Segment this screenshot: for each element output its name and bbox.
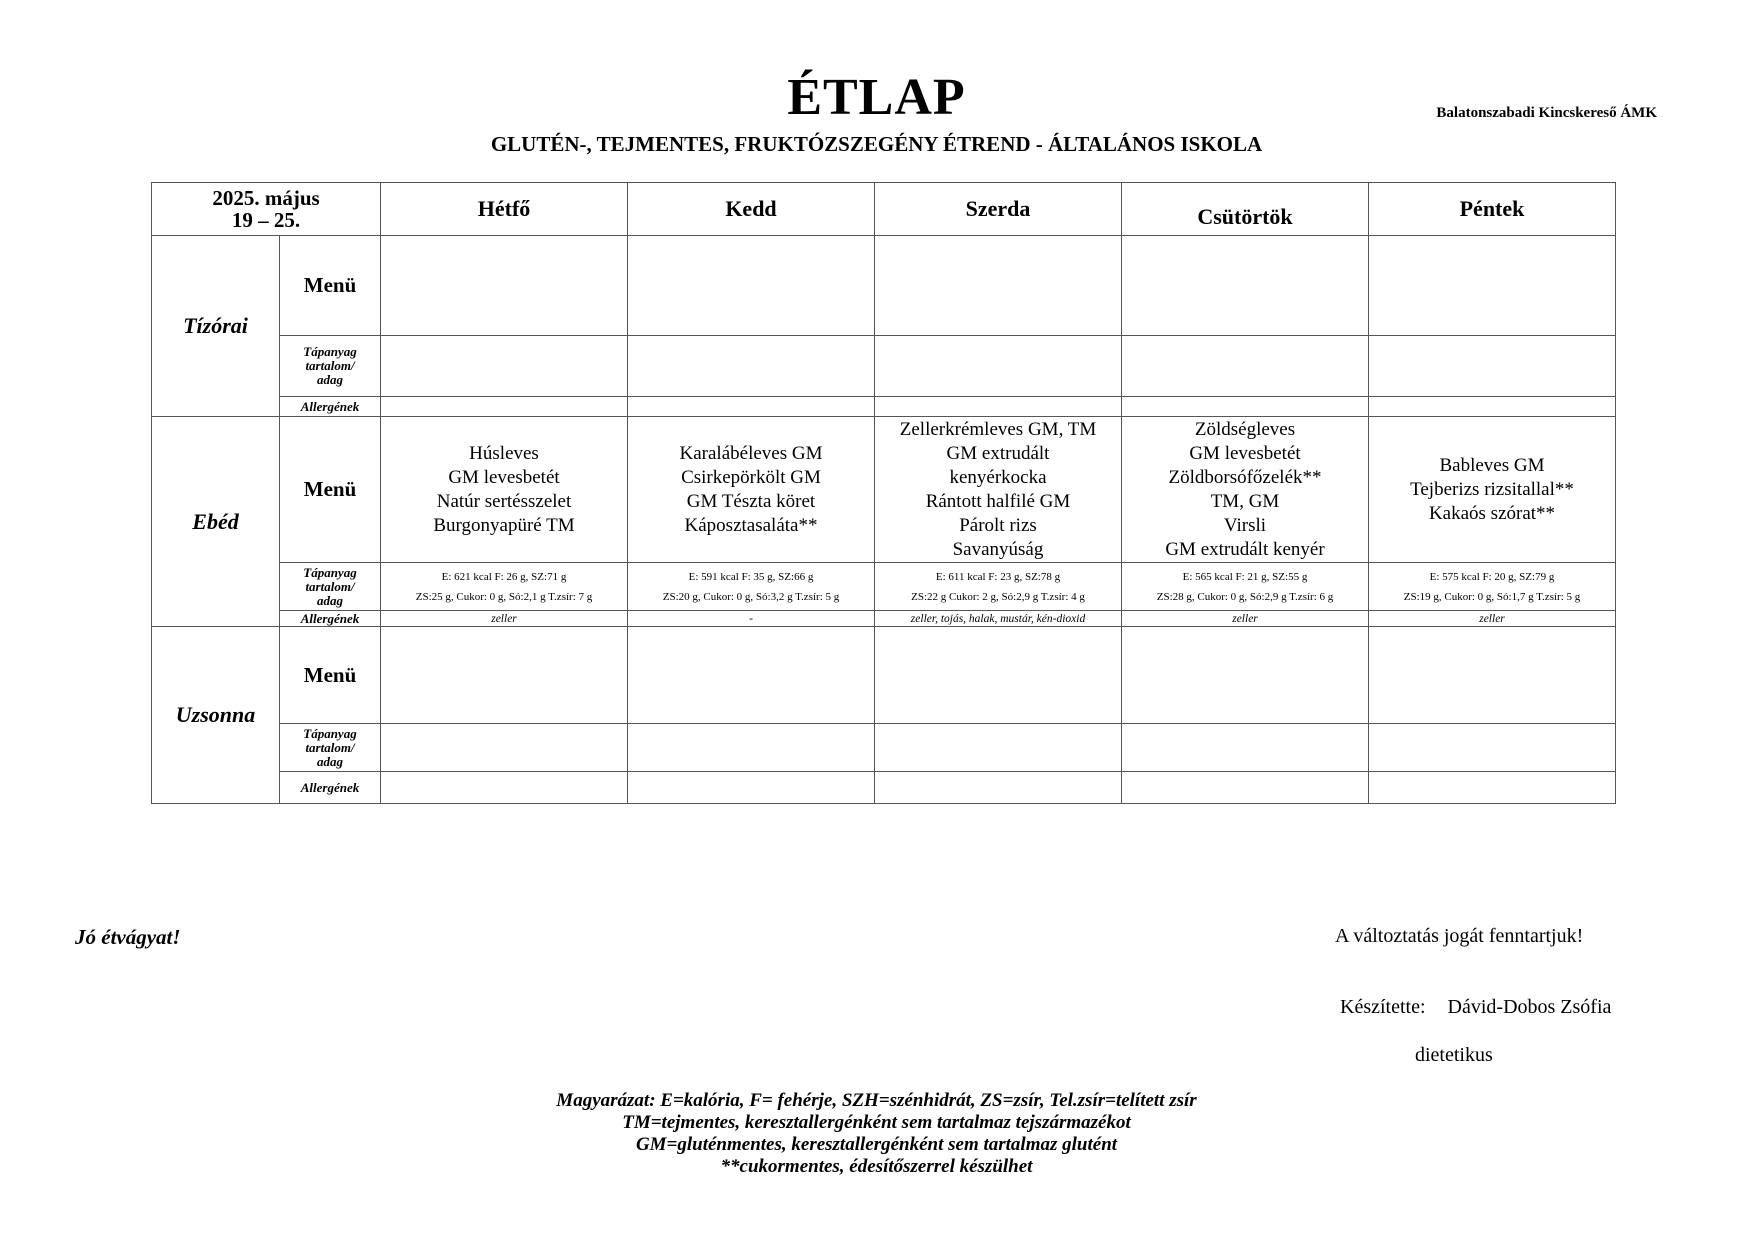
uzsonna-allergen-cell xyxy=(381,772,628,804)
nutrition-label-line: tartalom/ xyxy=(305,358,355,373)
author-line xyxy=(1340,996,1611,1019)
tizorai-menu-row xyxy=(152,236,1616,336)
nutrition-cell-thursday xyxy=(1122,563,1369,611)
menu-table xyxy=(151,182,1616,804)
uzsonna-nutrition-cell xyxy=(875,724,1122,772)
ebed-allergens-row xyxy=(152,611,1616,627)
dish-line: Karalábéleves GM xyxy=(679,442,823,464)
row-label-nutrition xyxy=(280,336,381,397)
nutrition-line: E: 591 kcal F: 35 g, SZ:66 g xyxy=(688,570,814,583)
uzsonna-menu-cell xyxy=(1369,627,1616,724)
day-header-tuesday: Kedd xyxy=(628,183,875,236)
bon-appetit-text: Jó étvágyat! xyxy=(75,925,181,949)
row-label-allergens: Allergének xyxy=(280,772,381,804)
nutrition-cell-tuesday xyxy=(628,563,875,611)
tizorai-menu-cell xyxy=(1122,236,1369,336)
nutrition-label-line: adag xyxy=(317,592,343,608)
dish-line: Zöldségleves xyxy=(1194,418,1296,440)
nutrition-cell-wednesday xyxy=(875,563,1122,611)
meal-label-ebed: Ebéd xyxy=(152,417,280,627)
uzsonna-allergen-cell xyxy=(1369,772,1616,804)
dish-line: GM extrudált xyxy=(946,442,1050,464)
nutrition-label-line: Tápanyag xyxy=(303,564,357,580)
dish-cell-thursday xyxy=(1122,417,1369,563)
author-role: dietetikus xyxy=(1415,1044,1493,1066)
dish-line: Zöldborsófőzelék** xyxy=(1168,466,1322,488)
row-label-allergens: Allergének xyxy=(280,611,381,627)
nutrition-label-line: adag xyxy=(317,753,343,769)
dish-line: Káposztasaláta** xyxy=(684,514,818,536)
ebed-menu-row xyxy=(152,417,1616,563)
day-header-wednesday: Szerda xyxy=(875,183,1122,236)
week-date-cell xyxy=(152,183,381,236)
tizorai-nutrition-cell xyxy=(628,336,875,397)
nutrition-cell-friday xyxy=(1369,563,1616,611)
legend-line: **cukormentes, édesítőszerrel készülhet xyxy=(720,1156,1033,1177)
dish-line: GM extrudált kenyér xyxy=(1165,538,1325,560)
page-title: ÉTLAP xyxy=(787,69,966,126)
dish-line: Zellerkrémleves GM, TM xyxy=(899,418,1097,440)
dish-line: TM, GM xyxy=(1210,490,1280,512)
uzsonna-menu-cell xyxy=(628,627,875,724)
uzsonna-nutrition-cell xyxy=(381,724,628,772)
uzsonna-allergen-cell xyxy=(875,772,1122,804)
nutrition-label-line: adag xyxy=(317,372,343,387)
meal-label-uzsonna: Uzsonna xyxy=(152,627,280,804)
dish-cell-monday xyxy=(381,417,628,563)
nutrition-line: E: 621 kcal F: 26 g, SZ:71 g xyxy=(441,570,567,583)
dish-line: kenyérkocka xyxy=(949,466,1047,488)
ebed-nutrition-row xyxy=(152,563,1616,611)
uzsonna-allergens-row xyxy=(152,772,1616,804)
nutrition-label-line: tartalom/ xyxy=(305,578,355,594)
tizorai-menu-cell xyxy=(628,236,875,336)
tizorai-allergen-cell xyxy=(1369,397,1616,417)
tizorai-menu-cell xyxy=(381,236,628,336)
row-label-nutrition xyxy=(280,563,381,611)
dish-line: Kakaós szórat** xyxy=(1428,502,1556,524)
institution-name: Balatonszabadi Kincskereső ÁMK xyxy=(1436,105,1657,121)
meal-label-tizorai: Tízórai xyxy=(152,236,280,417)
row-label-allergens: Allergének xyxy=(280,397,381,417)
nutrition-line: ZS:22 g Cukor: 2 g, Só:2,9 g T.zsír: 4 g xyxy=(911,590,1085,603)
dish-line: Rántott halfilé GM xyxy=(925,490,1071,512)
nutrition-cell-monday xyxy=(381,563,628,611)
author-name: Dávid-Dobos Zsófia xyxy=(1447,996,1612,1018)
row-label-menu: Menü xyxy=(280,627,381,724)
nutrition-line: ZS:28 g, Cukor: 0 g, Só:2,9 g T.zsír: 6 g xyxy=(1156,590,1334,603)
dish-line: Savanyúság xyxy=(952,538,1044,560)
nutrition-label-line: tartalom/ xyxy=(305,739,355,755)
row-label-menu: Menü xyxy=(280,417,381,563)
uzsonna-nutrition-cell xyxy=(628,724,875,772)
nutrition-label-line: Tápanyag xyxy=(303,344,357,359)
week-month: 2025. május xyxy=(212,186,320,210)
dish-line: Húsleves xyxy=(469,442,539,464)
page-subtitle: GLUTÉN-, TEJMENTES, FRUKTÓZSZEGÉNY ÉTREND - ÁLTALÁNOS ISKOLA xyxy=(490,132,1263,156)
nutrition-line: E: 611 kcal F: 23 g, SZ:78 g xyxy=(935,570,1061,583)
dish-line: GM levesbetét xyxy=(448,466,560,488)
uzsonna-nutrition-cell xyxy=(1122,724,1369,772)
tizorai-nutrition-cell xyxy=(381,336,628,397)
author-label: Készítette: xyxy=(1340,996,1426,1018)
dish-line: Virsli xyxy=(1223,514,1267,536)
dish-cell-friday xyxy=(1369,417,1616,563)
dish-line: Bableves GM xyxy=(1439,454,1545,476)
dish-line: GM Tészta köret xyxy=(686,490,816,512)
day-header-friday: Péntek xyxy=(1369,183,1616,236)
row-label-menu: Menü xyxy=(280,236,381,336)
tizorai-nutrition-cell xyxy=(1369,336,1616,397)
tizorai-allergen-cell xyxy=(1122,397,1369,417)
nutrition-line: E: 575 kcal F: 20 g, SZ:79 g xyxy=(1429,570,1555,583)
uzsonna-allergen-cell xyxy=(1122,772,1369,804)
allergen-cell-wednesday: zeller, tojás, halak, mustár, kén-dioxid xyxy=(875,611,1122,627)
tizorai-allergen-cell xyxy=(875,397,1122,417)
uzsonna-menu-cell xyxy=(875,627,1122,724)
dish-line: Tejberizs rizsitallal** xyxy=(1410,478,1574,500)
tizorai-nutrition-cell xyxy=(875,336,1122,397)
legend xyxy=(0,1090,1753,1178)
tizorai-nutrition-cell xyxy=(1122,336,1369,397)
legend-line: Magyarázat: E=kalória, F= fehérje, SZH=szénhidrát, ZS=zsír, Tel.zsír=telített zsír xyxy=(556,1090,1197,1111)
tizorai-allergens-row xyxy=(152,397,1616,417)
tizorai-menu-cell xyxy=(1369,236,1616,336)
dish-line: Párolt rizs xyxy=(959,514,1037,536)
tizorai-allergen-cell xyxy=(628,397,875,417)
uzsonna-menu-row xyxy=(152,627,1616,724)
nutrition-line: ZS:19 g, Cukor: 0 g, Só:1,7 g T.zsír: 5 g xyxy=(1403,590,1581,603)
legend-line: TM=tejmentes, keresztallergénként sem tartalmaz tejszármazékot xyxy=(622,1112,1131,1133)
legend-line: GM=gluténmentes, keresztallergénként sem tartalmaz glutént xyxy=(635,1134,1118,1155)
week-range: 19 – 25. xyxy=(231,208,301,232)
nutrition-line: ZS:20 g, Cukor: 0 g, Só:3,2 g T.zsír: 5 g xyxy=(662,590,840,603)
allergen-cell-thursday: zeller xyxy=(1122,611,1369,627)
day-header-thursday: Csütörtök xyxy=(1122,183,1369,236)
row-label-nutrition xyxy=(280,724,381,772)
nutrition-label-line: Tápanyag xyxy=(303,725,357,741)
tizorai-nutrition-row xyxy=(152,336,1616,397)
allergen-cell-monday: zeller xyxy=(381,611,628,627)
dish-line: Natúr sertésszelet xyxy=(436,490,572,512)
tizorai-menu-cell xyxy=(875,236,1122,336)
uzsonna-menu-cell xyxy=(381,627,628,724)
dish-line: Burgonyapüré TM xyxy=(433,514,575,536)
header-row xyxy=(152,183,1616,236)
uzsonna-menu-cell xyxy=(1122,627,1369,724)
allergen-cell-friday: zeller xyxy=(1369,611,1616,627)
rights-reserved-text: A változtatás jogát fenntartjuk! xyxy=(1335,925,1584,947)
uzsonna-nutrition-row xyxy=(152,724,1616,772)
uzsonna-nutrition-cell xyxy=(1369,724,1616,772)
day-header-monday: Hétfő xyxy=(381,183,628,236)
dish-cell-tuesday xyxy=(628,417,875,563)
uzsonna-allergen-cell xyxy=(628,772,875,804)
tizorai-allergen-cell xyxy=(381,397,628,417)
nutrition-line: E: 565 kcal F: 21 g, SZ:55 g xyxy=(1182,570,1308,583)
dish-line: Csirkepörkölt GM xyxy=(681,466,821,488)
nutrition-line: ZS:25 g, Cukor: 0 g, Só:2,1 g T.zsír: 7 g xyxy=(415,590,593,603)
dish-line: GM levesbetét xyxy=(1189,442,1301,464)
dish-cell-wednesday xyxy=(875,417,1122,563)
allergen-cell-tuesday: - xyxy=(628,611,875,627)
